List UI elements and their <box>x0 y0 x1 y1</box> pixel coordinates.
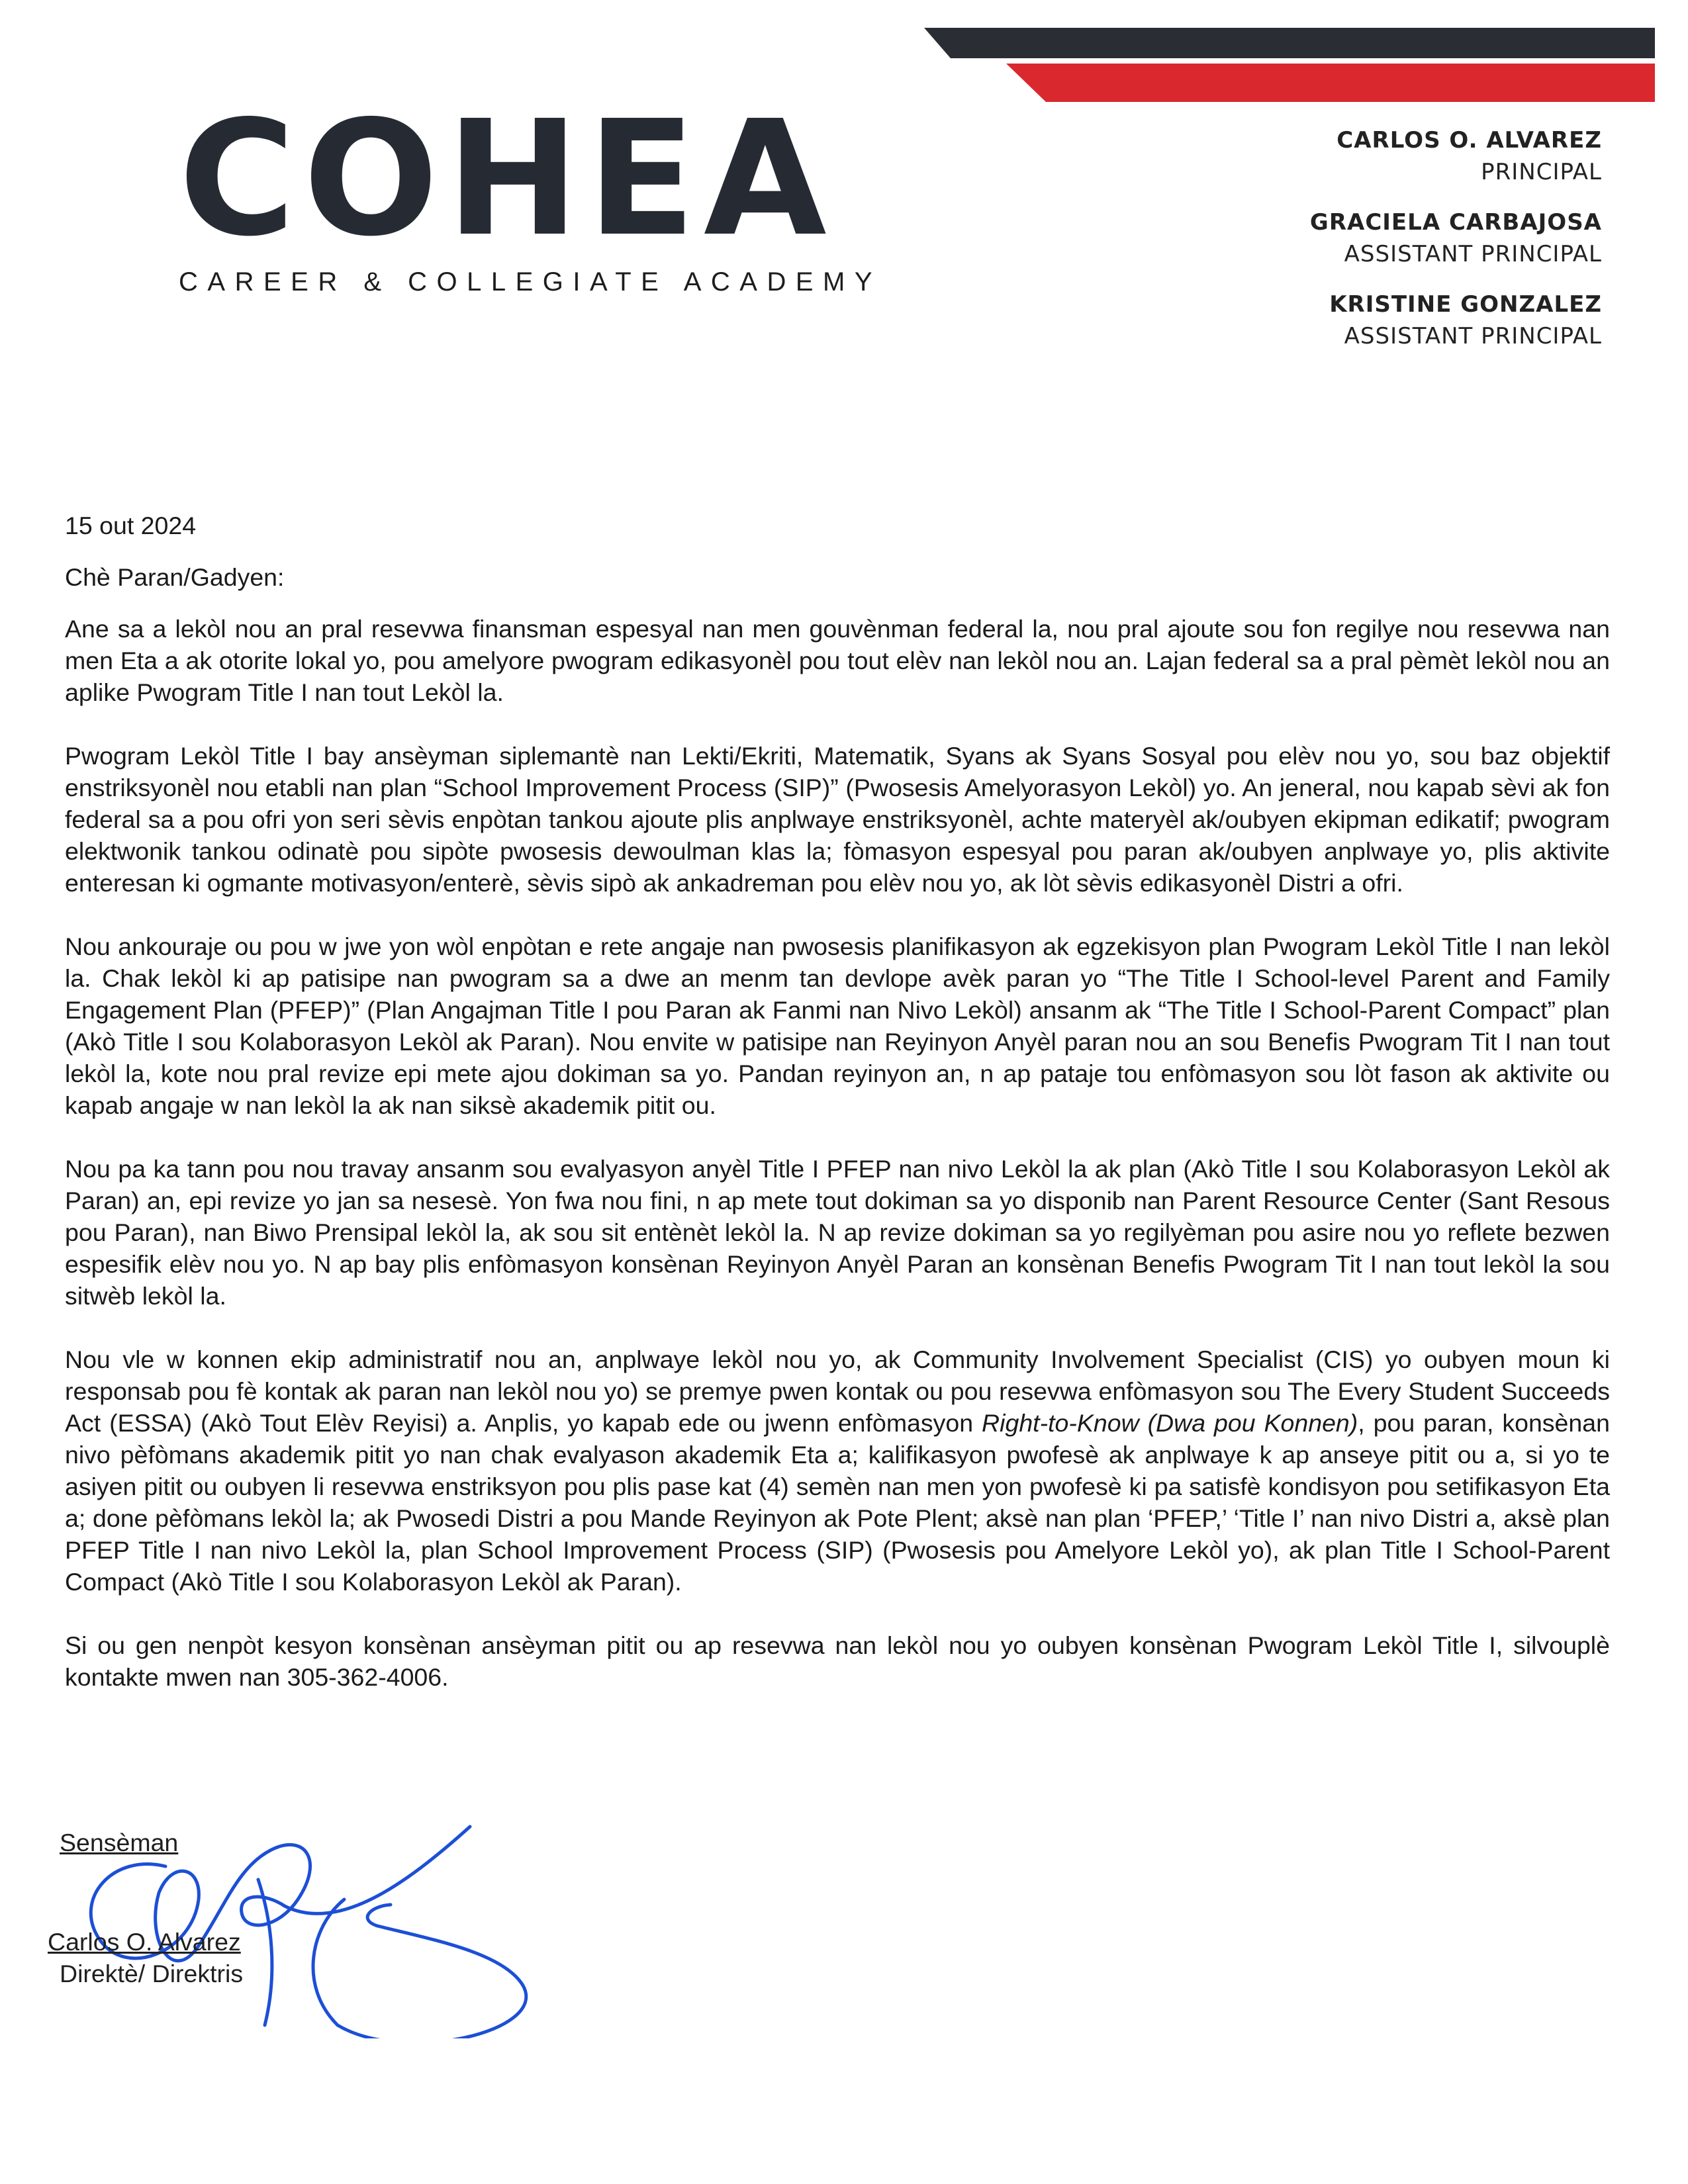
paragraph-5 <box>65 1343 1610 1598</box>
school-logo <box>179 86 882 297</box>
paragraph-5-text: Nou vle w konnen ekip administratif nou an, anplwaye lekòl nou yo, ak Community Involvement Specialist (CIS) yo oubyen moun ki responsab pou fè kontak ak paran nan lekòl nou yo) se premye pwen kontak ou pou resevwa enfòmasyon sou The Every Student Succeeds Act (ESSA) (Akò Tout Elèv Reyisi) a. Anplis, yo kapab ede ou jwenn enfòmasyon <box>65 1345 1610 1437</box>
staff-entry-assistant-1 <box>1310 206 1602 270</box>
staff-list <box>1310 124 1602 371</box>
logo-subtitle: CAREER & COLLEGIATE ACADEMY <box>179 267 882 296</box>
staff-entry-principal <box>1310 124 1602 188</box>
header-red-band <box>1006 64 1655 102</box>
paragraph-6: Si ou gen nenpòt kesyon konsènan ansèyman pitit ou ap resevwa nan lekòl nou yo oubyen konsènan Pwogram Lekòl Title I, silvouplè kontakte mwen nan 305-362-4006. <box>65 1631 1610 1691</box>
staff-name: GRACIELA CARBAJOSA <box>1309 209 1602 236</box>
signer-name: Carlos O. Alvarez <box>48 1928 241 1956</box>
staff-name: KRISTINE GONZALEZ <box>1329 291 1602 318</box>
handwritten-signature <box>60 1787 563 2038</box>
paragraph-5-italic: Right-to-Know (Dwa pou Konnen) <box>982 1409 1358 1437</box>
logo-wordmark: COHEA <box>179 86 835 271</box>
paragraph-5-text-end: , pou paran, konsènan nivo pèfòmans akademik pitit yo nan chak evalyason akademik Eta a; kalifikasyon pwofesè ak anplwaye k ap anseye pitit ou a, si yo te asiyen pitit ou oubyen li resevwa enstriksyon pou plis pase kat (4) semèn nan men yon pwofesè ki pa satisfè kondisyon pou setifikasyon Eta a; done pèfòmans lekòl la; ak Pwosedi Distri a pou Mande Reyinyon ak Pote Plent; aksè nan plan ‘PFEP,’ ‘Title I’ nan nivo Distri a, aksè plan PFEP Title I nan nivo Lekòl la, plan School Improvement Process (SIP) (Pwosesis pou Amelyore Lekòl yo), ak plan Title I School-Parent Compact (Akò Title I sou Kolaborasyon Lekòl ak Paran). <box>65 1409 1610 1596</box>
letter-salutation: Chè Paran/Gadyen: <box>65 563 285 591</box>
letter-body <box>65 510 1610 1725</box>
staff-name: CARLOS O. ALVAREZ <box>1336 127 1602 154</box>
paragraph-4: Nou pa ka tann pou nou travay ansanm sou evalyasyon anyèl Title I PFEP nan nivo Lekòl la ak plan (Akò Title I sou Kolaborasyon Lekòl ak Paran) an, epi revize yo jan sa nesesè. Yon fwa nou fini, n ap mete tout dokiman sa yo disponib nan Parent Resource Center (Sant Resous pou Paran), nan Biwo Prensipal lekòl la, ak sou sit entènèt lekòl la. N ap revize dokiman sa yo regilyèman pou asire nou yo reflete bezwen espesifik elèv nou yo. N ap bay plis enfòmasyon konsènan Reyinyon Anyèl Paran an konsènan Benefis Pwogram Tit I nan tout lekòl la sou sitwèb lekòl la. <box>65 1155 1610 1310</box>
staff-entry-assistant-2 <box>1310 289 1602 352</box>
closing-word: Sensèman <box>60 1829 179 1856</box>
letter-date: 15 out 2024 <box>65 512 197 539</box>
staff-title: ASSISTANT PRINCIPAL <box>1344 323 1602 349</box>
paragraph-2: Pwogram Lekòl Title I bay ansèyman siplemantè nan Lekti/Ekriti, Matematik, Syans ak Syans Sosyal pou elèv nou yo, sou baz objektif enstriksyonèl nou etabli nan plan “School Improvement Process (SIP)” (Pwosesis Amelyorasyon Lekòl) yo. An jeneral, nou kapab sèvi ak fon federal sa a pou ofri yon seri sèvis enpòtan tankou ajoute plis anplwaye enstriksyonèl, achte materyèl ak/oubyen ekipman edikatif; pwogram elektwonik tankou odinatè pou sipòte pwosesis dewoulman klas la; fòmasyon espesyal pou paran ak/oubyen anplwaye yo, plis aktivite enteresan ki ogmante motivasyon/enterè, sèvis sipò ak ankadreman pou elèv nou yo, ak lòt sèvis edikasyonèl Distri a ofri. <box>65 742 1610 897</box>
header-dark-band <box>924 28 1655 58</box>
paragraph-3: Nou ankouraje ou pou w jwe yon wòl enpòtan e rete angaje nan pwosesis planifikasyon ak egzekisyon plan Pwogram Lekòl Title I nan lekòl la. Chak lekòl ki ap patisipe nan pwogram sa a dwe an menm tan devlope avèk paran yo “The Title I School-level Parent and Family Engagement Plan (PFEP)” (Plan Angajman Title I pou Paran ak Fanmi nan Nivo Lekòl) ansanm ak “The Title I School-Parent Compact” plan (Akò Title I sou Kolaborasyon Lekòl ak Paran). Nou envite w patisipe nan Reyinyon Anyèl paran nou an sou Benefis Pwogram Tit I nan tout lekòl la, kote nou pral revize epi mete ajou dokiman sa yo. Pandan reyinyon an, n ap pataje tou enfòmasyon sou lòt fason ak aktivite ou kapab angaje w nan lekòl la ak nan siksè akademik pitit ou. <box>65 933 1610 1119</box>
paragraph-1: Ane sa a lekòl nou an pral resevwa finansman espesyal nan men gouvènman federal la, nou pral ajoute sou fon regilye nou resevwa nan men Eta a ak otorite lokal yo, pou amelyore pwogram edikasyonèl pou tout elèv nan lekòl nou an. Lajan federal sa a pral pèmèt lekòl nou an aplike Pwogram Title I nan tout Lekòl la. <box>65 615 1610 706</box>
staff-title: PRINCIPAL <box>1481 159 1602 185</box>
staff-title: ASSISTANT PRINCIPAL <box>1344 241 1602 267</box>
signer-title: Direktè/ Direktris <box>60 1960 244 1987</box>
